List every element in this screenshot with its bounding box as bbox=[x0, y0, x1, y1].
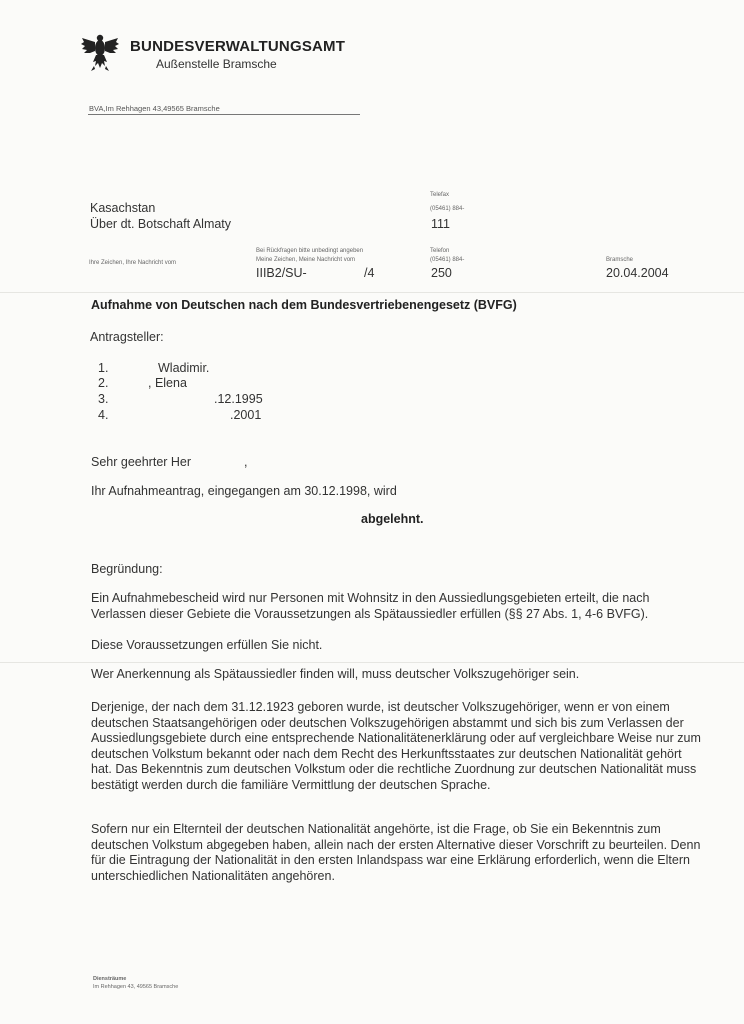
our-reference-label-1: Bei Rückfragen bitte unbedingt angeben bbox=[256, 248, 364, 254]
phone-prefix: (05461) 884- bbox=[430, 257, 465, 263]
reason-paragraph: Diese Voraussetzungen erfüllen Sie nicht. bbox=[91, 638, 323, 652]
applicant-number: 4. bbox=[98, 408, 109, 422]
org-name: BUNDESVERWALTUNGSAMT bbox=[130, 38, 346, 55]
our-reference-part-2: /4 bbox=[364, 266, 375, 280]
federal-eagle-icon bbox=[80, 32, 120, 74]
applicant-number: 2. bbox=[98, 376, 109, 390]
salutation-comma: , bbox=[244, 455, 248, 469]
reason-paragraph: Wer Anerkennung als Spätaussiedler finden will, muss deutscher Volkszugehöriger sein. bbox=[91, 667, 580, 681]
applicant-number: 3. bbox=[98, 392, 109, 406]
place-label: Bramsche bbox=[606, 257, 634, 263]
fax-label: Telefax bbox=[430, 192, 450, 198]
our-reference-label-2: Meine Zeichen, Meine Nachricht vom bbox=[256, 257, 356, 263]
your-reference-label: Ihre Zeichen, Ihre Nachricht vom bbox=[89, 260, 177, 266]
footer-address: Im Rehhagen 43, 49565 Bramsche bbox=[93, 984, 179, 990]
recipient-line-1: Kasachstan bbox=[90, 201, 156, 215]
intro-sentence: Ihr Aufnahmeantrag, eingegangen am 30.12.1998, wird bbox=[91, 484, 397, 498]
reason-paragraph: Derjenige, der nach dem 31.12.1923 geboren wurde, ist deutscher Volkszugehöriger, wenn er von einem deutschen Staatsangehörigen oder deutschen Volkszugehörigen abstammt und sich bis zum Verlassen der Aussiedlungsgebiete durch eine entsprechende Nationalitätenerklärung oder auf vergleichbare Weise nur zum deutschen Volkstum bekannt oder nach dem Recht des Herkunftsstaates zur deutschen Nationalität gehört hat. Das Bekenntnis zum deutschen Volkstum oder die rechtliche Zuordnung zur deutschen Nationalität muss bestätigt werden durch die familiäre Vermittlung der deutschen Sprache. bbox=[91, 700, 701, 792]
fax-prefix: (05461) 884- bbox=[430, 206, 465, 212]
applicant-number: 1. bbox=[98, 361, 109, 375]
our-reference-part-1: IIIB2/SU- bbox=[256, 266, 307, 280]
applicant-entry: , Elena bbox=[148, 376, 187, 390]
applicant-entry: .2001 bbox=[230, 408, 262, 422]
scan-line bbox=[0, 662, 744, 663]
reason-paragraph: Sofern nur ein Elternteil der deutschen Nationalität angehörte, ist die Frage, ob Sie ein Bekenntnis zum deutschen Volkstum abgegeben haben, allein nach der ersten Alternative dieser Vorschrift zu beurteilen. Denn für die Eintragung der Nationalität in den ersten Inlandspass war eine Erklärung erforderlich, wenn die Eltern unterschiedlichen Nationalitäten angehören. bbox=[91, 822, 701, 883]
subject-line: Aufnahme von Deutschen nach dem Bundesvertriebenengesetz (BVFG) bbox=[91, 298, 517, 312]
fax-extension: 111 bbox=[431, 217, 451, 231]
scan-line bbox=[0, 292, 744, 293]
salutation: Sehr geehrter Her bbox=[91, 455, 192, 469]
sender-address-line: BVA,Im Rehhagen 43,49565 Bramsche bbox=[89, 104, 220, 113]
applicant-entry: .12.1995 bbox=[214, 392, 263, 406]
applicant-entry: Wladimir. bbox=[158, 361, 210, 375]
phone-extension: 250 bbox=[431, 266, 452, 280]
footer-label: Diensträume bbox=[93, 976, 127, 982]
decision: abgelehnt. bbox=[361, 512, 424, 526]
applicants-label: Antragsteller: bbox=[90, 330, 164, 344]
phone-label: Telefon bbox=[430, 248, 450, 254]
recipient-line-2: Über dt. Botschaft Almaty bbox=[90, 217, 232, 231]
reason-heading: Begründung: bbox=[91, 562, 163, 576]
letter-date: 20.04.2004 bbox=[606, 266, 669, 280]
sender-underline bbox=[88, 114, 360, 115]
reason-paragraph: Ein Aufnahmebescheid wird nur Personen mit Wohnsitz in den Aussiedlungsgebieten erteilt, die nach Verlassen dieser Gebiete die Voraussetzungen als Spätaussiedler erfüllen (§§ 27 Abs. 1, 4-6 BVFG). bbox=[91, 591, 650, 621]
org-branch: Außenstelle Bramsche bbox=[156, 57, 277, 71]
